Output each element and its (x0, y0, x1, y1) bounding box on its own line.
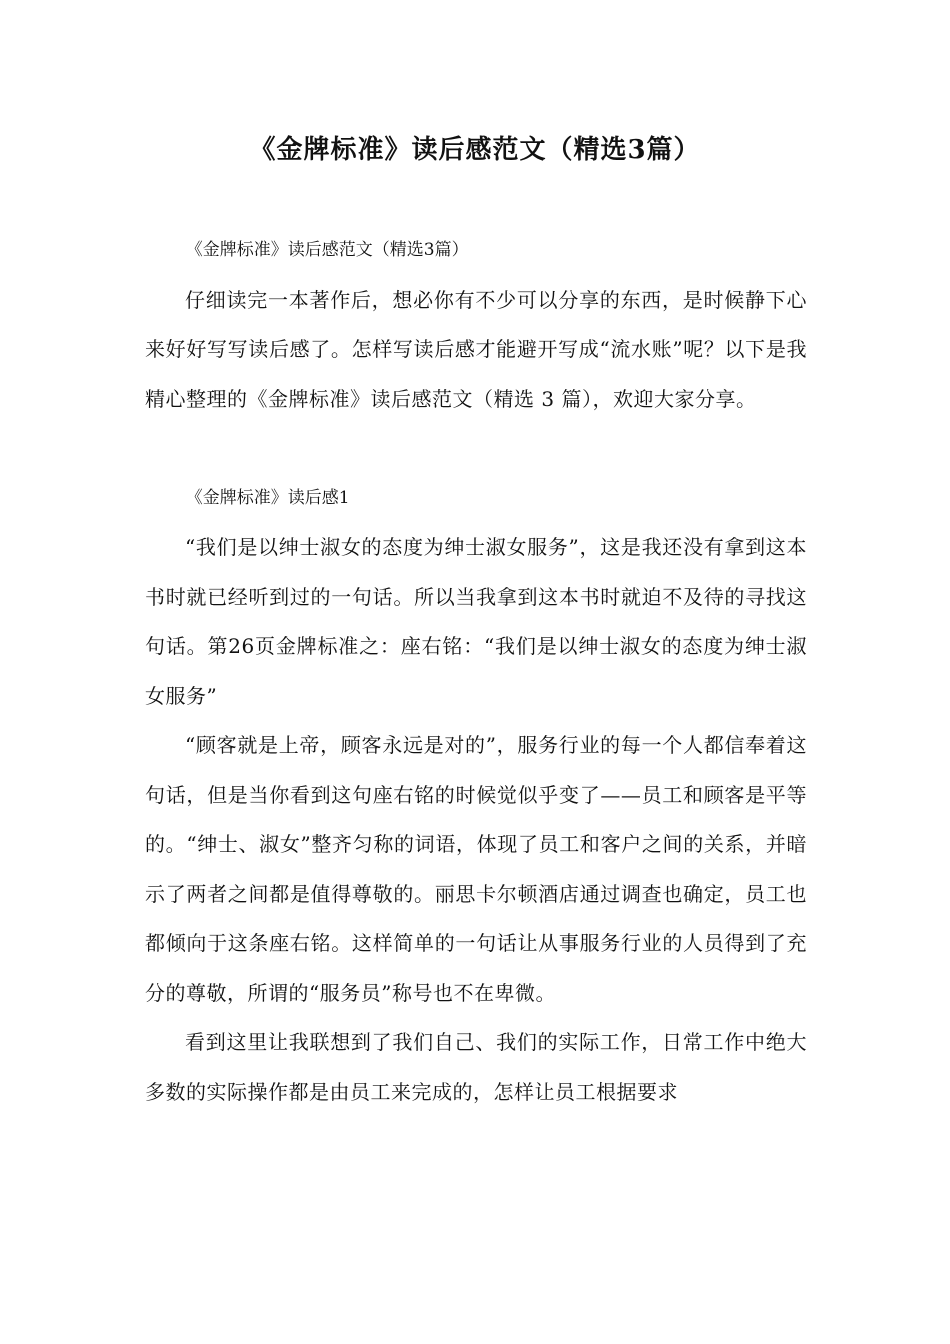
body-paragraph: “顾客就是上帝，顾客永远是对的”，服务行业的每一个人都信奉着这句话，但是当你看到这句座右铭的时候觉似乎变了——员工和顾客是平等的。“绅士、淑女”整齐匀称的词语，体现了员工和客户之间的关系，并暗示了两者之间都是值得尊敬的。丽思卡尔顿酒店通过调查也确定，员工也都倾向于这条座右铭。这样简单的一句话让从事服务行业的人员得到了充分的尊敬，所谓的“服务员”称号也不在卑微。 (145, 733, 807, 1005)
document-body (145, 226, 807, 1117)
paragraph-spacer (145, 424, 807, 474)
document-title: 《金牌标准》读后感范文（精选3篇） (249, 135, 701, 165)
section-heading: 《金牌标准》读后感1 (185, 487, 350, 508)
body-paragraph: 看到这里让我联想到了我们自己、我们的实际工作，日常工作中绝大多数的实际操作都是由员工来完成的，怎样让员工根据要求 (145, 1030, 807, 1104)
document-subtitle: 《金牌标准》读后感范文（精选3篇） (185, 240, 469, 260)
intro-paragraph: 仔细读完一本著作后，想必你有不少可以分享的东西，是时候静下心来好好写写读后感了。怎样写读后感才能避开写成“流水账”呢？以下是我精心整理的《金牌标准》读后感范文（精选 3 篇），欢迎大家分享。 (145, 287, 807, 411)
body-paragraph: “我们是以绅士淑女的态度为绅士淑女服务”，这是我还没有拿到这本书时就已经听到过的一句话。所以当我拿到这本书时就迫不及待的寻找这句话。第26页金牌标准之：座右铭：“我们是以绅士淑女的态度为绅士淑女服务” (145, 535, 807, 708)
